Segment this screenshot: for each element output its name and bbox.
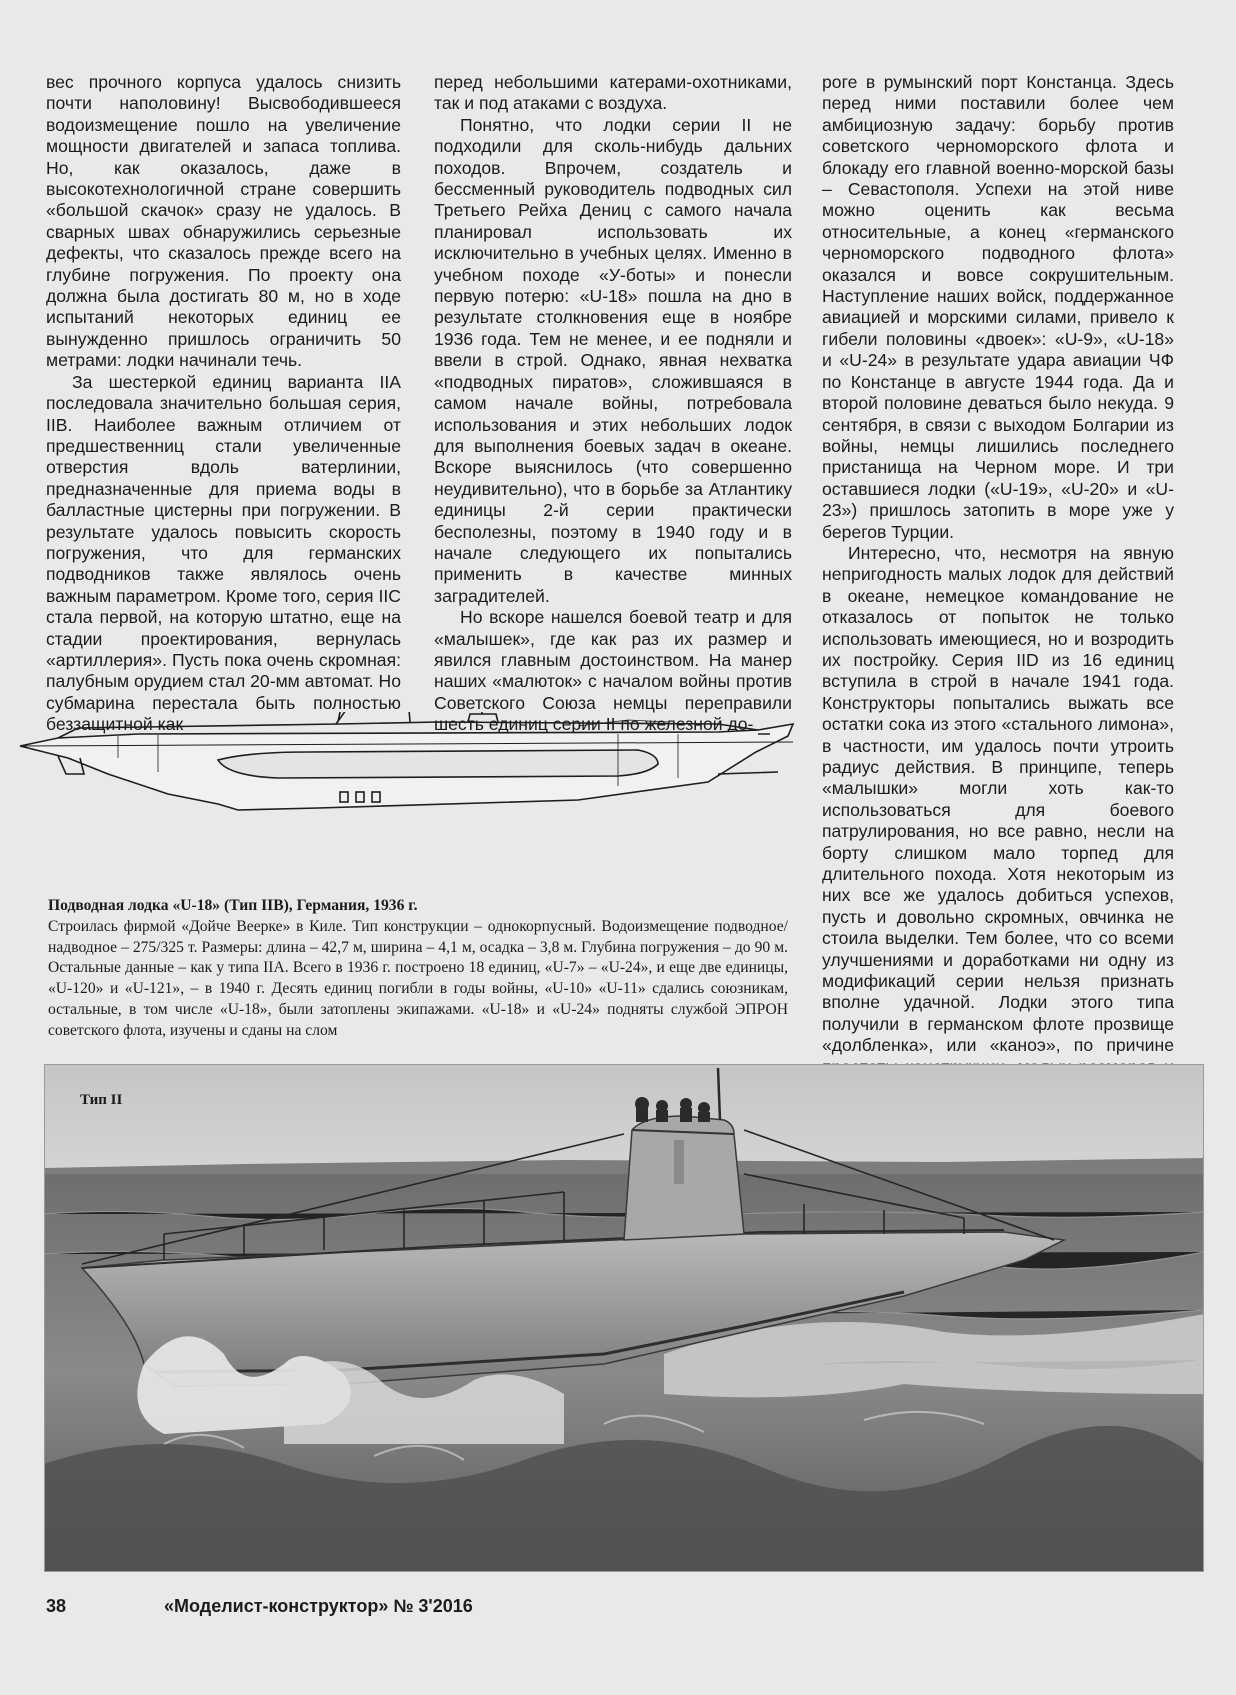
magazine-issue: «Моделист-конструктор» № 3'2016 bbox=[164, 1596, 473, 1616]
text-column-2 bbox=[434, 72, 792, 736]
paragraph: роге в румынский порт Констанца. Здесь перед ними поставили более чем амбициозную задачу: борьбу против советского черноморского флота и блокаду его главной военно-морской базы – Севастополя. Успехи на этой ниве можно оценить как весьма относительные, а конец «германского черноморского подводного флота» оказался и вовсе сокрушительным. Наступление наших войск, поддержанное авиацией и морскими силами, привело к гибели половины «двоек»: «U-9», «U-18» и «U-24» в результате удара авиации ЧФ по Констанце в августе 1944 года. Да и второй половине деваться было некуда. 9 сентября, в связи с выходом Болгарии из войны, немцы лишились последнего пристанища на Черном море. И три оставшиеся лодки («U-19», «U-20» и «U-23») пришлось затопить в море уже у берегов Турции. bbox=[822, 72, 1174, 542]
photo-label: Тип II bbox=[80, 1092, 123, 1108]
paragraph: перед небольшими катерами-охотниками, так и под атаками с воздуха. bbox=[434, 72, 792, 114]
page-number: 38 bbox=[46, 1596, 67, 1616]
submarine-photo bbox=[44, 1064, 1204, 1572]
paragraph: вес прочного корпуса удалось снизить почти наполовину! Высвободившееся водоизмещение пошло на увеличение мощности двигателей и запаса топлива. Но, как оказалось, даже в высокотехнологичной стране совершить «большой скачок» сразу не удалось. В сварных швах обнаружились серьезные дефекты, что сказалось прежде всего на глубине погружения. По проекту она должна была достигать 80 м, но в ходе испытаний некоторых единиц ее вынужденно пришлось ограничить 50 метрами: лодки начинали течь. bbox=[46, 72, 401, 371]
figure-caption bbox=[48, 896, 788, 1042]
caption-title: Подводная лодка «U-18» (Тип IIB), Германия, 1936 г. bbox=[48, 897, 418, 914]
paragraph: Интересно, что, несмотря на явную непригодность малых лодок для действий в океане, немецкое командование не отказалось от попыток не только использовать имеющиеся, но и возродить их постройку. Серия IID из 16 единиц вступила в строй в начале 1941 года. Конструкторы попытались выжать все остатки сока из этого «стального лимона», в частности, им удалось почти утроить радиус действия. В принципе, теперь «малышки» могли хоть как-то использоваться для боевого патрулирования, но все равно, несли на борту слишком мало торпед для длительного похода. Хотя некоторым из них все же удалось добиться успехов, пусть и довольно скромных, овчинка не стоила выделки. Тем более, что со всеми улучшениями и доработками ни одну из модификаций серии нельзя признать вполне удачной. Лодки этого типа получили в германском флоте прозвище «долбленка», или «каноэ», по причине bbox=[822, 542, 1174, 1056]
caption-text: Строилась фирмой «Дойче Веерке» в Киле. Тип конструкции – однокорпусный. Водоизмещение подводное/надводное – 275/325 т. Размеры: длина – 42,7 м, ширина – 4,1 м, осадка – 3,8 м. Глубина погружения – до 90 м. Остальные данные – как у типа IIA. Всего в 1936 г. построено 18 единиц, «U-7» – «U-24», и еще две единицы, «U-120» и «U-121», – в 1940 г. Десять единиц погибли в годы войны, «U-10» «U-11» сдались союзникам, остальные, в том числе «U-18», были затоплены экипажами. «U-18» и «U-24» подняты службой ЭПРОН советского флота, изучены и сданы на слом bbox=[48, 917, 788, 1039]
page-footer bbox=[46, 1596, 473, 1617]
submarine-profile-drawing bbox=[18, 712, 798, 882]
paragraph: За шестеркой единиц варианта IIA последовала значительно большая серия, IIB. Наиболее важным отличием от предшественниц стали увеличенные отверстия вдоль ватерлинии, предназначенные для приема воды в балластные цистерны при погружении. В результате удалось повысить скорость погружения, что для германских подводников также являлось очень важным параметром. Кроме того, серия IIC стала первой, на которую штатно, еще на стадии проектирования, вернулась «артиллерия». Пусть пока очень скромная: палубным орудием стал 20-мм автомат. Но субмарина перестала быть полностью беззащитной как bbox=[46, 371, 401, 735]
text-column-3 bbox=[822, 72, 1174, 1100]
paragraph: Понятно, что лодки серии II не подходили для сколь-нибудь дальних походов. Впрочем, создатель и бессменный руководитель подводных сил Третьего Рейха Дениц с самого начала планировал использовать их исключительно в учебных целях. Именно в учебном походе «У-боты» и понесли первую потерю: «U-18» пошла на дно в результате столкновения еще в ноябре 1936 года. Тем не менее, и ее подняли и ввели в строй. Однако, явная нехватка «подводных пиратов», сложившаяся в самом начале войны, потребовала использования и этих небольших лодок для выполнения боевых задач в океане. Вскоре выяснилось (что совершенно неудивительно), что в борьбе за Атлантику единицы 2-й серии практически бесполезны, поэтому в 1940 году и в начале следующего их попытались применить в качестве минных заградителей. bbox=[434, 114, 792, 606]
paragraph: Но вскоре нашелся боевой театр и для «малышек», где как раз их размер и явился главным достоинством. На манер наших «малюток» с началом войны против Советского Союза немцы переправили шесть единиц серии II по железной до- bbox=[434, 607, 792, 735]
text-column-1 bbox=[46, 72, 401, 736]
